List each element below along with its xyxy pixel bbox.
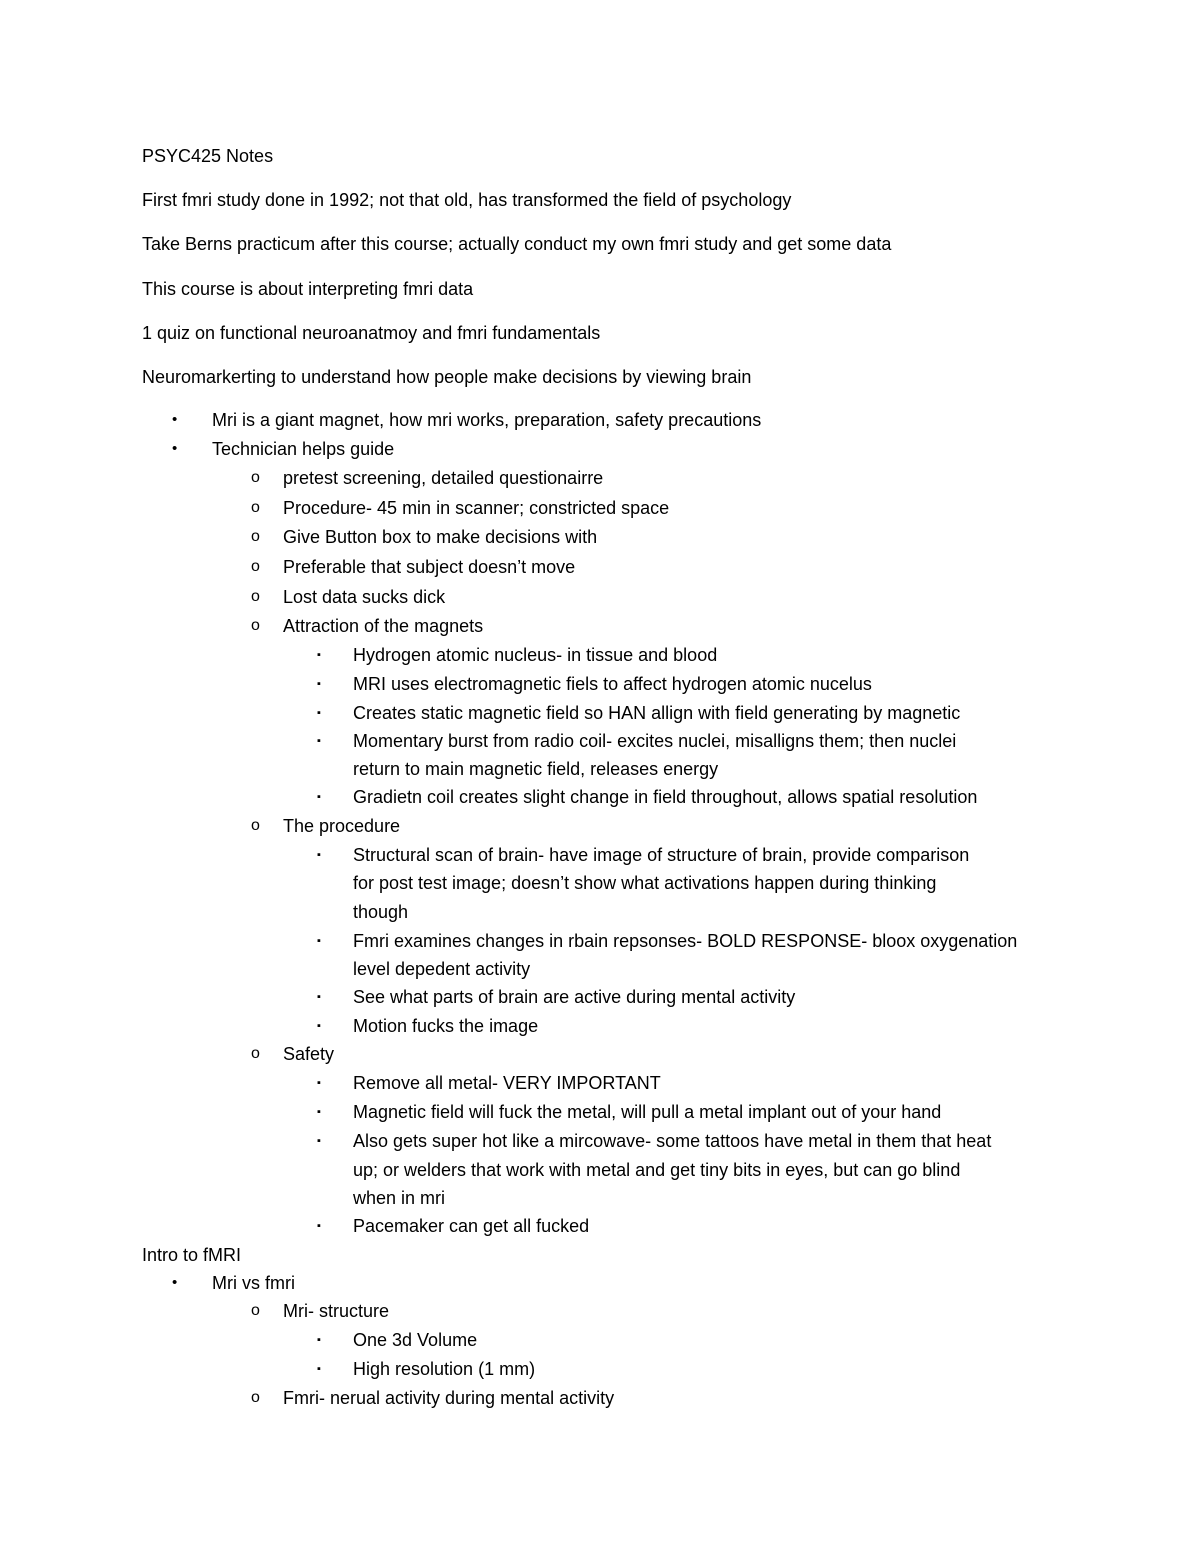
bullet-marker: o — [251, 1302, 260, 1319]
list-item: The procedure — [283, 816, 401, 836]
bullet-marker: o — [251, 469, 260, 486]
list-item: Safety — [283, 1044, 335, 1064]
bullet-marker: o — [251, 558, 260, 575]
bullet-marker: ▪ — [317, 1020, 321, 1032]
list-item: Also gets super hot like a mircowave- some tattoos have metal in them that heat — [353, 1131, 992, 1151]
list-item: pretest screening, detailed questionairre — [283, 468, 604, 488]
list-item: Hydrogen atomic nucleus- in tissue and blood — [353, 645, 718, 665]
bullet-marker: o — [251, 1389, 260, 1406]
bullet-marker: o — [251, 528, 260, 545]
list-item: Preferable that subject doesn’t move — [283, 557, 576, 577]
bullet-marker: ▪ — [317, 1077, 321, 1089]
bullet-marker: o — [251, 499, 260, 516]
bullet-marker: o — [251, 588, 260, 605]
paragraph: First fmri study done in 1992; not that old, has transformed the field of psychology — [142, 190, 792, 210]
bullet-marker: ▪ — [317, 1106, 321, 1118]
list-item: Mri vs fmri — [212, 1273, 295, 1293]
list-item: One 3d Volume — [353, 1330, 478, 1350]
list-item-continuation: for post test image; doesn’t show what activations happen during thinking — [353, 873, 937, 893]
bullet-marker: ▪ — [317, 707, 321, 719]
list-item: Attraction of the magnets — [283, 616, 484, 636]
paragraph: This course is about interpreting fmri data — [142, 279, 474, 299]
bullet-marker: o — [251, 617, 260, 634]
bullet-marker: ▪ — [317, 1135, 321, 1147]
list-item: Motion fucks the image — [353, 1016, 539, 1036]
bullet-marker: ▪ — [317, 935, 321, 947]
bullet-marker: ▪ — [317, 735, 321, 747]
bullet-marker: ▪ — [317, 1220, 321, 1232]
bullet-marker: ▪ — [317, 849, 321, 861]
list-item-continuation: level depedent activity — [353, 959, 531, 979]
list-item: Pacemaker can get all fucked — [353, 1216, 590, 1236]
bullet-marker: ▪ — [317, 1334, 321, 1346]
list-item: Procedure- 45 min in scanner; constricted space — [283, 498, 670, 518]
list-item: Technician helps guide — [212, 439, 395, 459]
bullet-marker: ▪ — [317, 649, 321, 661]
paragraph: 1 quiz on functional neuroanatmoy and fmri fundamentals — [142, 323, 601, 343]
paragraph: Neuromarkerting to understand how people make decisions by viewing brain — [142, 367, 752, 387]
list-item: Structural scan of brain- have image of structure of brain, provide comparison — [353, 845, 970, 865]
document-title: PSYC425 Notes — [142, 146, 274, 166]
bullet-marker: o — [251, 817, 260, 834]
list-item: MRI uses electromagnetic fiels to affect hydrogen atomic nucelus — [353, 674, 872, 694]
list-item: Give Button box to make decisions with — [283, 527, 598, 547]
bullet-marker: ▪ — [317, 791, 321, 803]
section-heading: Intro to fMRI — [142, 1245, 242, 1265]
list-item: See what parts of brain are active during mental activity — [353, 987, 796, 1007]
list-item-continuation: return to main magnetic field, releases energy — [353, 759, 719, 779]
list-item: Lost data sucks dick — [283, 587, 446, 607]
bullet-marker: • — [172, 440, 178, 457]
list-item: Gradietn coil creates slight change in field throughout, allows spatial resolution — [353, 787, 978, 807]
list-item: Fmri- nerual activity during mental activity — [283, 1388, 615, 1408]
list-item: Remove all metal- VERY IMPORTANT — [353, 1073, 661, 1093]
list-item-continuation: though — [353, 902, 409, 922]
list-item: Fmri examines changes in rbain repsonses- BOLD RESPONSE- bloox oxygenation — [353, 931, 1018, 951]
list-item: Creates static magnetic field so HAN allign with field generating by magnetic — [353, 703, 961, 723]
bullet-marker: ▪ — [317, 1363, 321, 1375]
list-item: Magnetic field will fuck the metal, will pull a metal implant out of your hand — [353, 1102, 942, 1122]
list-item: Momentary burst from radio coil- excites nuclei, misalligns them; then nuclei — [353, 731, 957, 751]
list-item-continuation: up; or welders that work with metal and get tiny bits in eyes, but can go blind — [353, 1160, 961, 1180]
list-item-continuation: when in mri — [353, 1188, 446, 1208]
paragraph: Take Berns practicum after this course; actually conduct my own fmri study and get some data — [142, 234, 892, 254]
bullet-marker: o — [251, 1045, 260, 1062]
list-item: Mri- structure — [283, 1301, 390, 1321]
bullet-marker: • — [172, 411, 178, 428]
list-item: Mri is a giant magnet, how mri works, preparation, safety precautions — [212, 410, 762, 430]
bullet-marker: ▪ — [317, 678, 321, 690]
bullet-marker: ▪ — [317, 991, 321, 1003]
bullet-marker: • — [172, 1274, 178, 1291]
list-item: High resolution (1 mm) — [353, 1359, 536, 1379]
